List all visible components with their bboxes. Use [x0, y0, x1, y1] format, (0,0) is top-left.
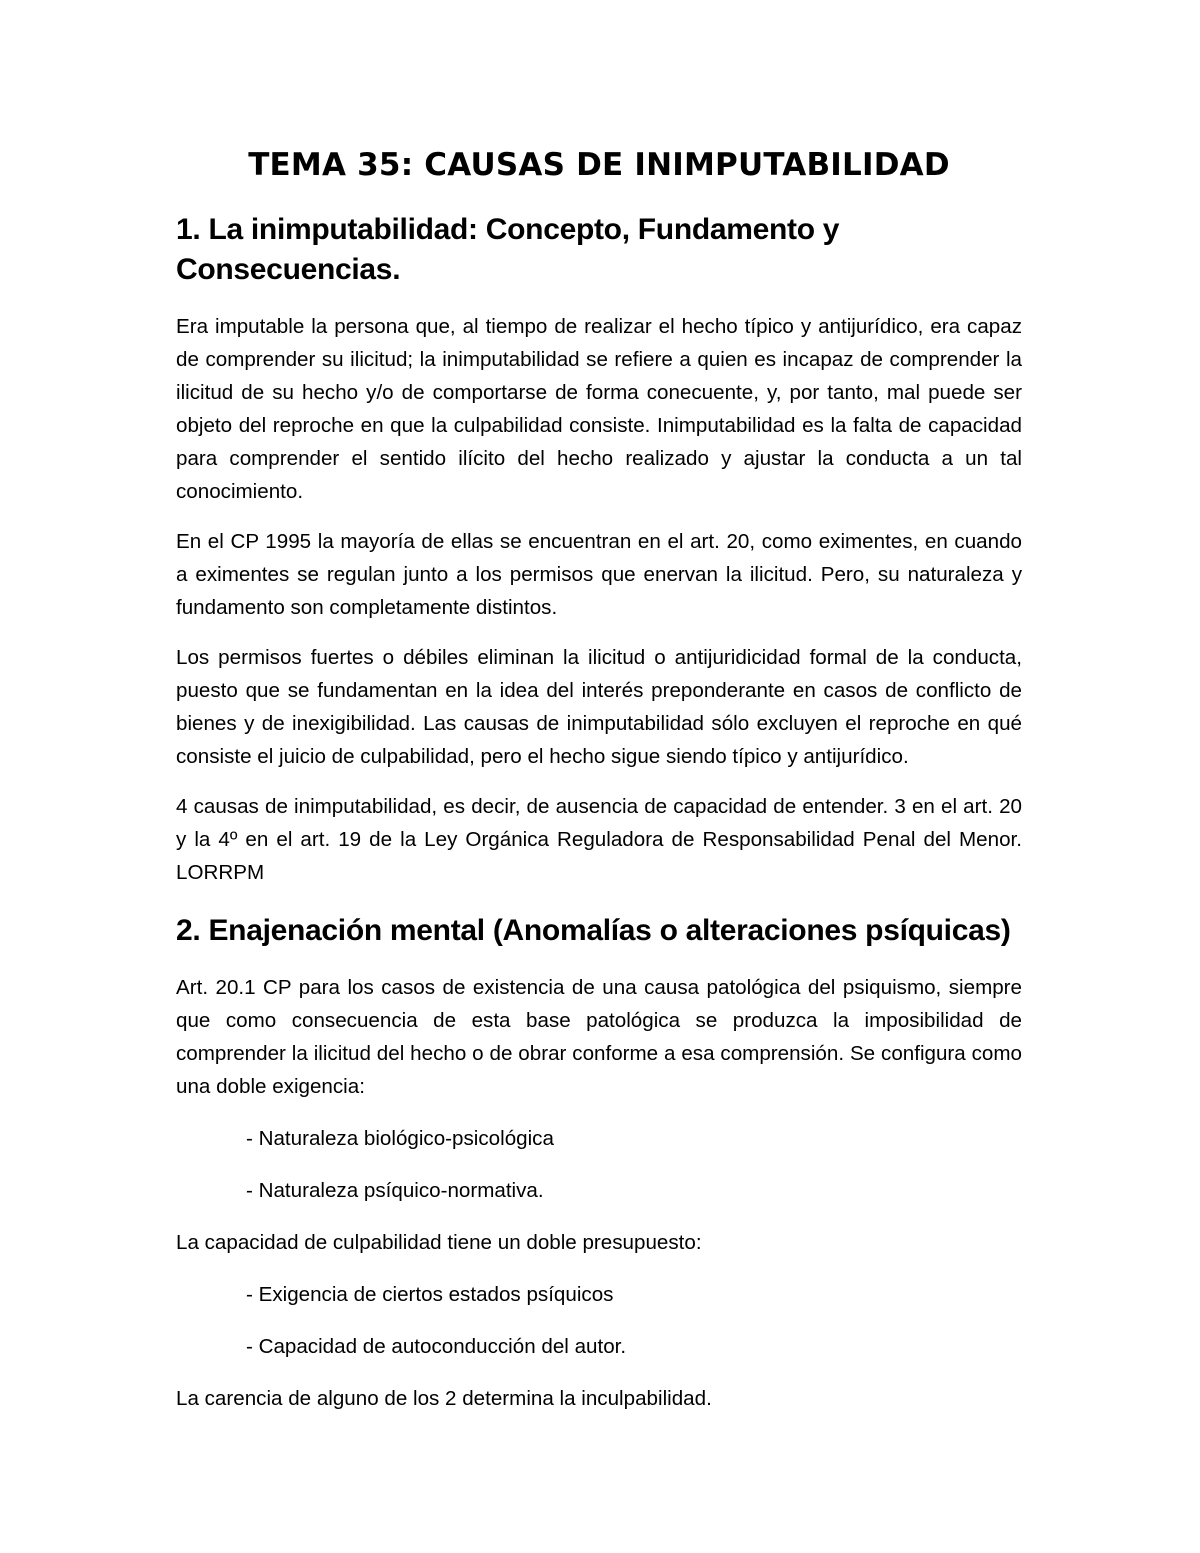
list-item: - Exigencia de ciertos estados psíquicos — [246, 1283, 614, 1306]
section-1-heading: 1. La inimputabilidad: Concepto, Fundamento y Consecuencias. — [176, 213, 840, 286]
document-title: TEMA 35: CAUSAS DE INIMPUTABILIDAD — [248, 147, 950, 183]
section-2-heading: 2. Enajenación mental (Anomalías o alteraciones psíquicas) — [176, 914, 1011, 947]
paragraph: La carencia de alguno de los 2 determina la inculpabilidad. — [176, 1387, 712, 1410]
paragraph: Era imputable la persona que, al tiempo de realizar el hecho típico y antijurídico, era capaz de comprender su ilicitud; la inimputabilidad se refiere a quien es incapaz de comprender la ilicitud de su hecho y/o de comportarse de forma conecuente, y, por tanto, mal puede ser objeto del reproche en que la culpabilidad consiste. Inimputabilidad es la falta de capacidad para comprender el sentido ilícito del hecho realizado y ajustar la conducta a un tal conocimiento. — [176, 315, 1022, 503]
paragraph: La capacidad de culpabilidad tiene un doble presupuesto: — [176, 1231, 702, 1254]
paragraph: En el CP 1995 la mayoría de ellas se encuentran en el art. 20, como eximentes, en cuando a eximentes se regulan junto a los permisos que enervan la ilicitud. Pero, su naturaleza y fundamento son completamente distintos. — [176, 530, 1022, 619]
paragraph: 4 causas de inimputabilidad, es decir, de ausencia de capacidad de entender. 3 en el art. 20 y la 4º en el art. 19 de la Ley Orgánica Reguladora de Responsabilidad Penal del Menor. LORRPM — [176, 795, 1022, 884]
list-item: - Naturaleza psíquico-normativa. — [246, 1179, 544, 1202]
paragraph: Art. 20.1 CP para los casos de existencia de una causa patológica del psiquismo, siempre que como consecuencia de esta base patológica se produzca la imposibilidad de comprender la ilicitud del hecho o de obrar conforme a esa comprensión. Se configura como una doble exigencia: — [176, 976, 1022, 1098]
list-item: - Naturaleza biológico-psicológica — [246, 1127, 554, 1150]
document-page — [176, 140, 1022, 1415]
paragraph: Los permisos fuertes o débiles eliminan la ilicitud o antijuridicidad formal de la conducta, puesto que se fundamentan en la idea del interés preponderante en casos de conflicto de bienes y de inexigibilidad. Las causas de inimputabilidad sólo excluyen el reproche en qué consiste el juicio de culpabilidad, pero el hecho sigue siendo típico y antijurídico. — [176, 646, 1022, 768]
list-item: - Capacidad de autoconducción del autor. — [246, 1335, 627, 1358]
